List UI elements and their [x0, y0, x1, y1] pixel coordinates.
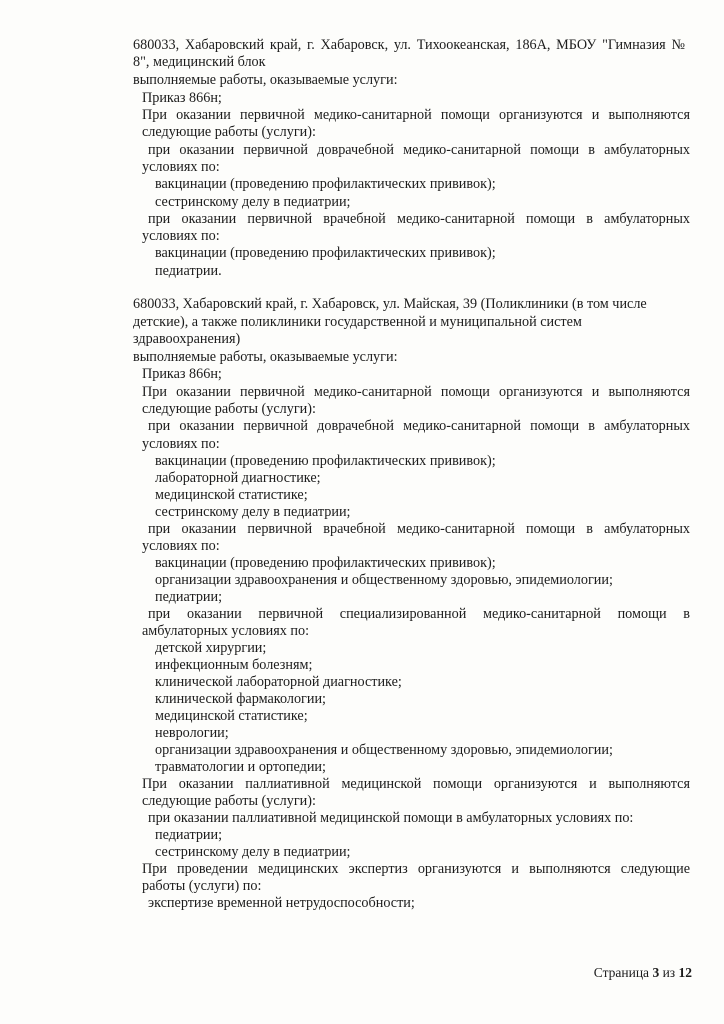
care-type-line: следующие работы (услуги):: [142, 124, 316, 140]
service-item: организации здравоохранения и общественному здоровью, эпидемиологии;: [155, 742, 613, 758]
care-subtype-line: при оказании первичной специализированной медико-санитарной помощи в: [148, 606, 690, 622]
section-heading: выполняемые работы, оказываемые услуги:: [133, 72, 398, 88]
service-item: клинической фармакологии;: [155, 691, 326, 707]
care-subtype-line: при оказании паллиативной медицинской помощи в амбулаторных условиях по:: [148, 810, 634, 826]
service-item: экспертизе временной нетрудоспособности;: [148, 895, 415, 911]
address-line: 680033, Хабаровский край, г. Хабаровск, ул. Майская, 39 (Поликлиники (в том числе: [133, 296, 647, 312]
address-line: здравоохранения): [133, 331, 241, 347]
service-item: вакцинации (проведению профилактических прививок);: [155, 245, 496, 261]
address-line: детские), а также поликлиники государственной и муниципальной систем: [133, 314, 582, 330]
care-subtype-line: при оказании первичной врачебной медико-санитарной помощи в амбулаторных: [148, 211, 690, 227]
service-item: сестринскому делу в педиатрии;: [155, 504, 351, 520]
care-subtype-line: амбулаторных условиях по:: [142, 623, 310, 639]
service-item: вакцинации (проведению профилактических прививок);: [155, 176, 496, 192]
page-number-prefix: Страница: [593, 965, 650, 980]
care-type-line: следующие работы (услуги):: [142, 401, 316, 417]
service-item: сестринскому делу в педиатрии;: [155, 844, 351, 860]
care-subtype-line: условиях по:: [142, 159, 220, 175]
service-item: медицинской статистике;: [155, 708, 308, 724]
care-type-line: При проведении медицинских экспертиз организуются и выполняются следующие: [142, 861, 690, 877]
care-type-line: При оказании первичной медико-санитарной помощи организуются и выполняются: [142, 107, 690, 123]
service-item: педиатрии;: [155, 827, 223, 843]
service-item: вакцинации (проведению профилактических прививок);: [155, 555, 496, 571]
order-reference: Приказ 866н;: [142, 90, 222, 106]
service-item: сестринскому делу в педиатрии;: [155, 194, 351, 210]
service-item: клинической лабораторной диагностике;: [155, 674, 402, 690]
service-item: педиатрии.: [155, 263, 222, 279]
service-item: педиатрии;: [155, 589, 223, 605]
service-item: неврологии;: [155, 725, 229, 741]
care-subtype-line: условиях по:: [142, 228, 220, 244]
service-item: медицинской статистике;: [155, 487, 308, 503]
service-item: детской хирургии;: [155, 640, 267, 656]
page-number-sep: из: [662, 965, 676, 980]
care-subtype-line: условиях по:: [142, 538, 220, 554]
service-item: вакцинации (проведению профилактических прививок);: [155, 453, 496, 469]
page-number: [594, 964, 692, 981]
page-number-current: 3: [652, 965, 660, 980]
section-heading: выполняемые работы, оказываемые услуги:: [133, 349, 398, 365]
care-type-line: При оказании паллиативной медицинской помощи организуются и выполняются: [142, 776, 690, 792]
care-subtype-line: при оказании первичной доврачебной медико-санитарной помощи в амбулаторных: [148, 418, 690, 434]
care-type-line: следующие работы (услуги):: [142, 793, 316, 809]
care-type-line: работы (услуги) по:: [142, 878, 262, 894]
service-item: инфекционным болезням;: [155, 657, 313, 673]
care-type-line: При оказании первичной медико-санитарной помощи организуются и выполняются: [142, 384, 690, 400]
care-subtype-line: при оказании первичной доврачебной медико-санитарной помощи в амбулаторных: [148, 142, 690, 158]
order-reference: Приказ 866н;: [142, 366, 222, 382]
care-subtype-line: условиях по:: [142, 436, 220, 452]
service-item: травматологии и ортопедии;: [155, 759, 326, 775]
address-line: 8", медицинский блок: [133, 54, 266, 70]
service-item: лабораторной диагностике;: [155, 470, 321, 486]
service-item: организации здравоохранения и общественному здоровью, эпидемиологии;: [155, 572, 613, 588]
address-line: 680033, Хабаровский край, г. Хабаровск, ул. Тихоокеанская, 186А, МБОУ "Гимназия №: [133, 37, 685, 53]
care-subtype-line: при оказании первичной врачебной медико-санитарной помощи в амбулаторных: [148, 521, 690, 537]
page-number-total: 12: [678, 965, 692, 980]
